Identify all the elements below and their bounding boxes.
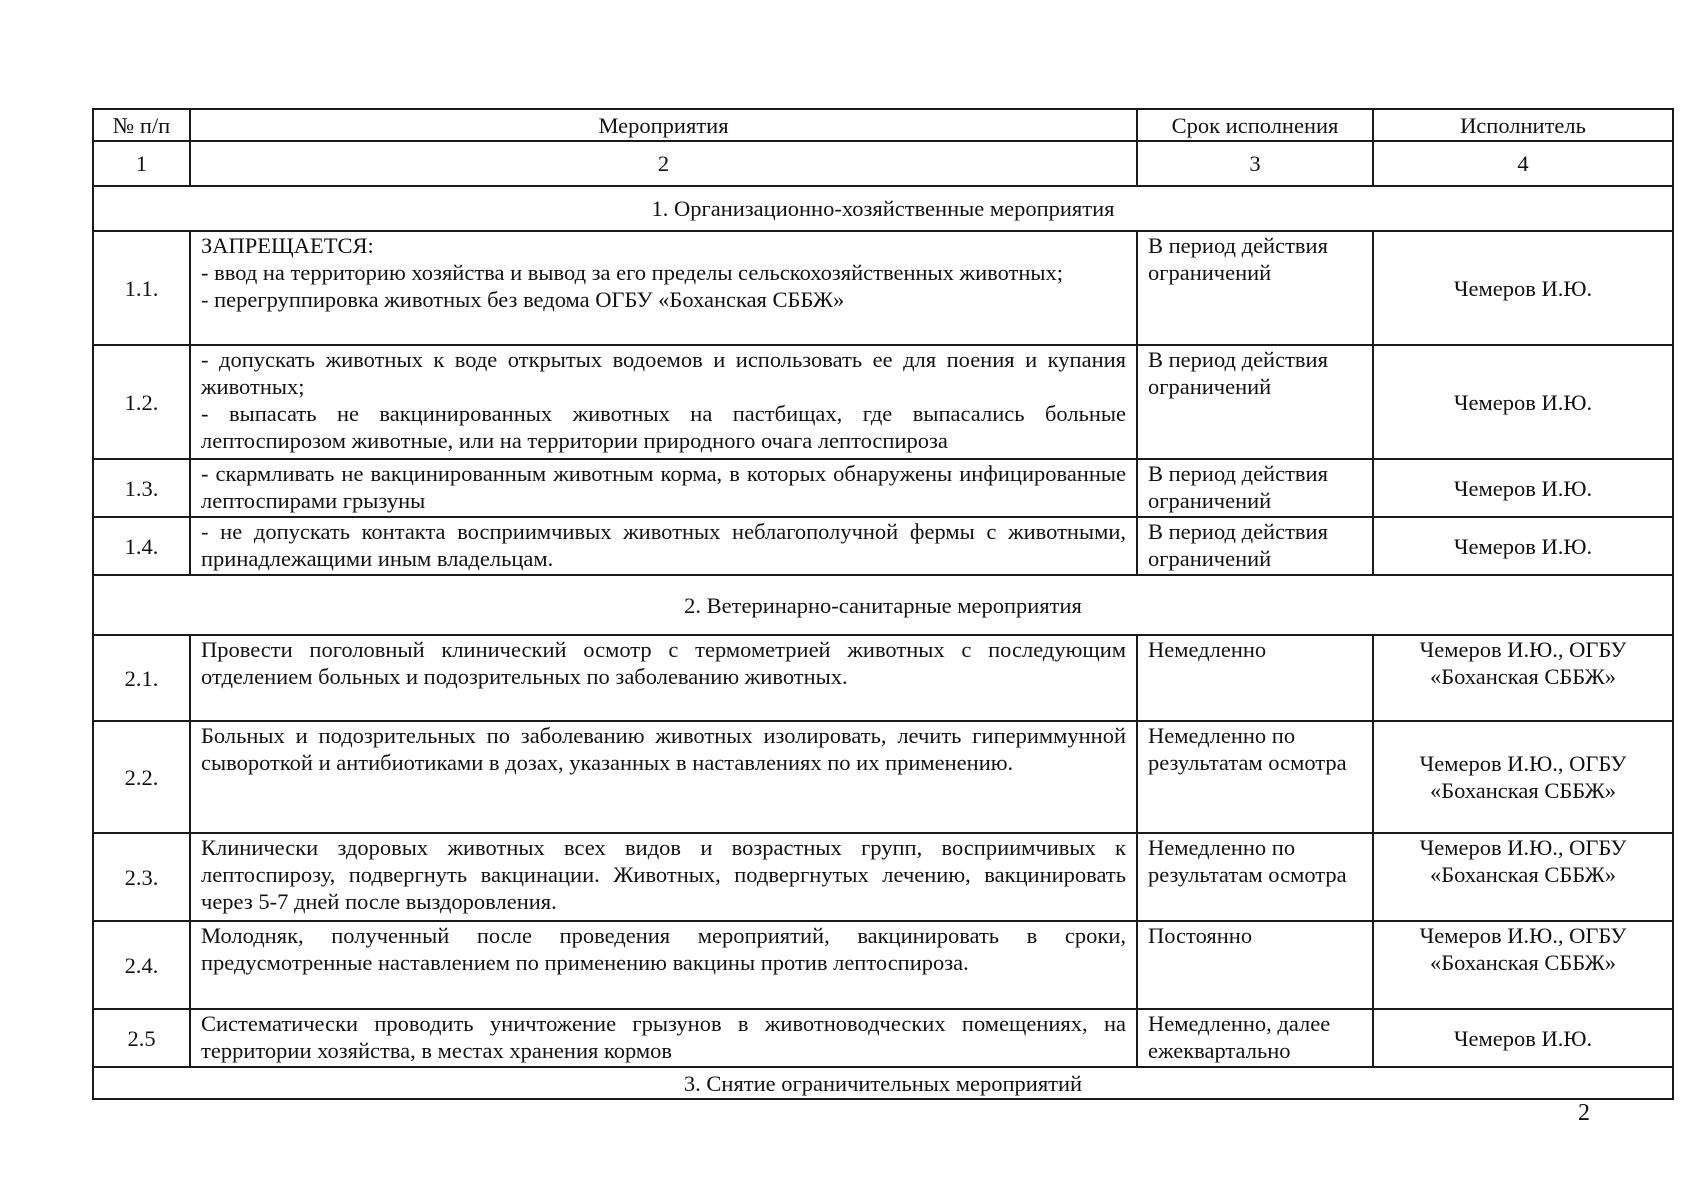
- row-executor: Чемеров И.Ю.: [1373, 345, 1673, 459]
- row-executor: Чемеров И.Ю., ОГБУ «Боханская СББЖ»: [1373, 635, 1673, 721]
- table-row: [93, 231, 1673, 345]
- row-activity: [190, 921, 1137, 1009]
- row-activity: [190, 721, 1137, 833]
- table-row: [93, 345, 1673, 459]
- table-row: [93, 1009, 1673, 1067]
- row-activity: [190, 459, 1137, 517]
- table-row: [93, 921, 1673, 1009]
- activity-line: Больных и подозрительных по заболеванию животных изолировать, лечить гипериммунной сывороткой и антибиотиками в дозах, указанных в наставлениях по их применению.: [201, 723, 1126, 775]
- table-header-row: [93, 109, 1673, 141]
- section-title: 3. Снятие ограничительных мероприятий: [93, 1067, 1673, 1099]
- section-title: 2. Ветеринарно-санитарные мероприятия: [93, 575, 1673, 635]
- row-executor: Чемеров И.Ю.: [1373, 1009, 1673, 1067]
- measures-table: [92, 108, 1674, 1100]
- header-term: Срок исполнения: [1137, 109, 1373, 141]
- header-num: № п/п: [93, 109, 190, 141]
- section-row: [93, 1067, 1673, 1099]
- column-number-row: [93, 141, 1673, 186]
- row-executor: Чемеров И.Ю.: [1373, 231, 1673, 345]
- column-number: 1: [93, 141, 190, 186]
- row-activity: [190, 231, 1137, 345]
- row-term: Постоянно: [1137, 921, 1373, 1009]
- table-row: [93, 833, 1673, 921]
- row-number: 1.2.: [93, 345, 190, 459]
- row-term: В период действия ограничений: [1137, 231, 1373, 345]
- row-term: Немедленно по результатам осмотра: [1137, 833, 1373, 921]
- row-number: 1.1.: [93, 231, 190, 345]
- table-row: [93, 721, 1673, 833]
- row-term: В период действия ограничений: [1137, 345, 1373, 459]
- activity-line: Молодняк, полученный после проведения мероприятий, вакцинировать в сроки, предусмотренные наставлением по применению вакцины против лептоспироза.: [201, 923, 1126, 975]
- row-activity: [190, 345, 1137, 459]
- activity-line: - выпасать не вакцинированных животных на пастбищах, где выпасались больные лептоспирозом животные, или на территории природного очага лептоспироза: [201, 401, 1126, 453]
- activity-line: - ввод на территорию хозяйства и вывод за его пределы сельскохозяйственных животных;: [201, 260, 1064, 285]
- row-activity: [190, 1009, 1137, 1067]
- row-number: 2.1.: [93, 635, 190, 721]
- activity-line: - перегруппировка животных без ведома ОГБУ «Боханская СББЖ»: [201, 287, 845, 312]
- activity-line: Клинически здоровых животных всех видов и возрастных групп, восприимчивых к лептоспирозу, подвергнуть вакцинации. Животных, подвергнутых лечению, вакцинировать через 5-7 дней после выздоровления.: [201, 835, 1126, 914]
- row-executor: Чемеров И.Ю., ОГБУ «Боханская СББЖ»: [1373, 721, 1673, 833]
- row-term: В период действия ограничений: [1137, 517, 1373, 575]
- row-executor: Чемеров И.Ю.: [1373, 517, 1673, 575]
- table-row: [93, 635, 1673, 721]
- activity-line: - допускать животных к воде открытых водоемов и использовать ее для поения и купания животных;: [201, 347, 1126, 399]
- row-number: 2.5: [93, 1009, 190, 1067]
- activity-line: Систематически проводить уничтожение грызунов в животноводческих помещениях, на территории хозяйства, в местах хранения кормов: [201, 1011, 1126, 1063]
- row-term: Немедленно, далее ежеквартально: [1137, 1009, 1373, 1067]
- row-term: Немедленно: [1137, 635, 1373, 721]
- activity-line: - скармливать не вакцинированным животным корма, в которых обнаружены инфицированные лептоспирами грызуны: [201, 461, 1126, 513]
- row-number: 2.4.: [93, 921, 190, 1009]
- activity-line: Провести поголовный клинический осмотр с термометрией животных с последующим отделением больных и подозрительных по заболеванию животных.: [201, 637, 1126, 689]
- page-number: 2: [1578, 1100, 1590, 1126]
- row-executor: Чемеров И.Ю.: [1373, 459, 1673, 517]
- activity-line: ЗАПРЕЩАЕТСЯ:: [201, 233, 374, 258]
- section-row: [93, 575, 1673, 635]
- section-title: 1. Организационно-хозяйственные мероприятия: [93, 186, 1673, 231]
- header-executor: Исполнитель: [1373, 109, 1673, 141]
- row-executor: Чемеров И.Ю., ОГБУ «Боханская СББЖ»: [1373, 833, 1673, 921]
- activity-line: - не допускать контакта восприимчивых животных неблагополучной фермы с животными, принадлежащими иным владельцам.: [201, 519, 1126, 571]
- row-number: 2.2.: [93, 721, 190, 833]
- section-row: [93, 186, 1673, 231]
- row-executor: Чемеров И.Ю., ОГБУ «Боханская СББЖ»: [1373, 921, 1673, 1009]
- row-activity: [190, 517, 1137, 575]
- row-term: Немедленно по результатам осмотра: [1137, 721, 1373, 833]
- row-number: 1.3.: [93, 459, 190, 517]
- row-number: 2.3.: [93, 833, 190, 921]
- table-row: [93, 517, 1673, 575]
- header-activity: Мероприятия: [190, 109, 1137, 141]
- column-number: 4: [1373, 141, 1673, 186]
- table-row: [93, 459, 1673, 517]
- row-activity: [190, 833, 1137, 921]
- row-number: 1.4.: [93, 517, 190, 575]
- row-activity: [190, 635, 1137, 721]
- column-number: 3: [1137, 141, 1373, 186]
- column-number: 2: [190, 141, 1137, 186]
- row-term: В период действия ограничений: [1137, 459, 1373, 517]
